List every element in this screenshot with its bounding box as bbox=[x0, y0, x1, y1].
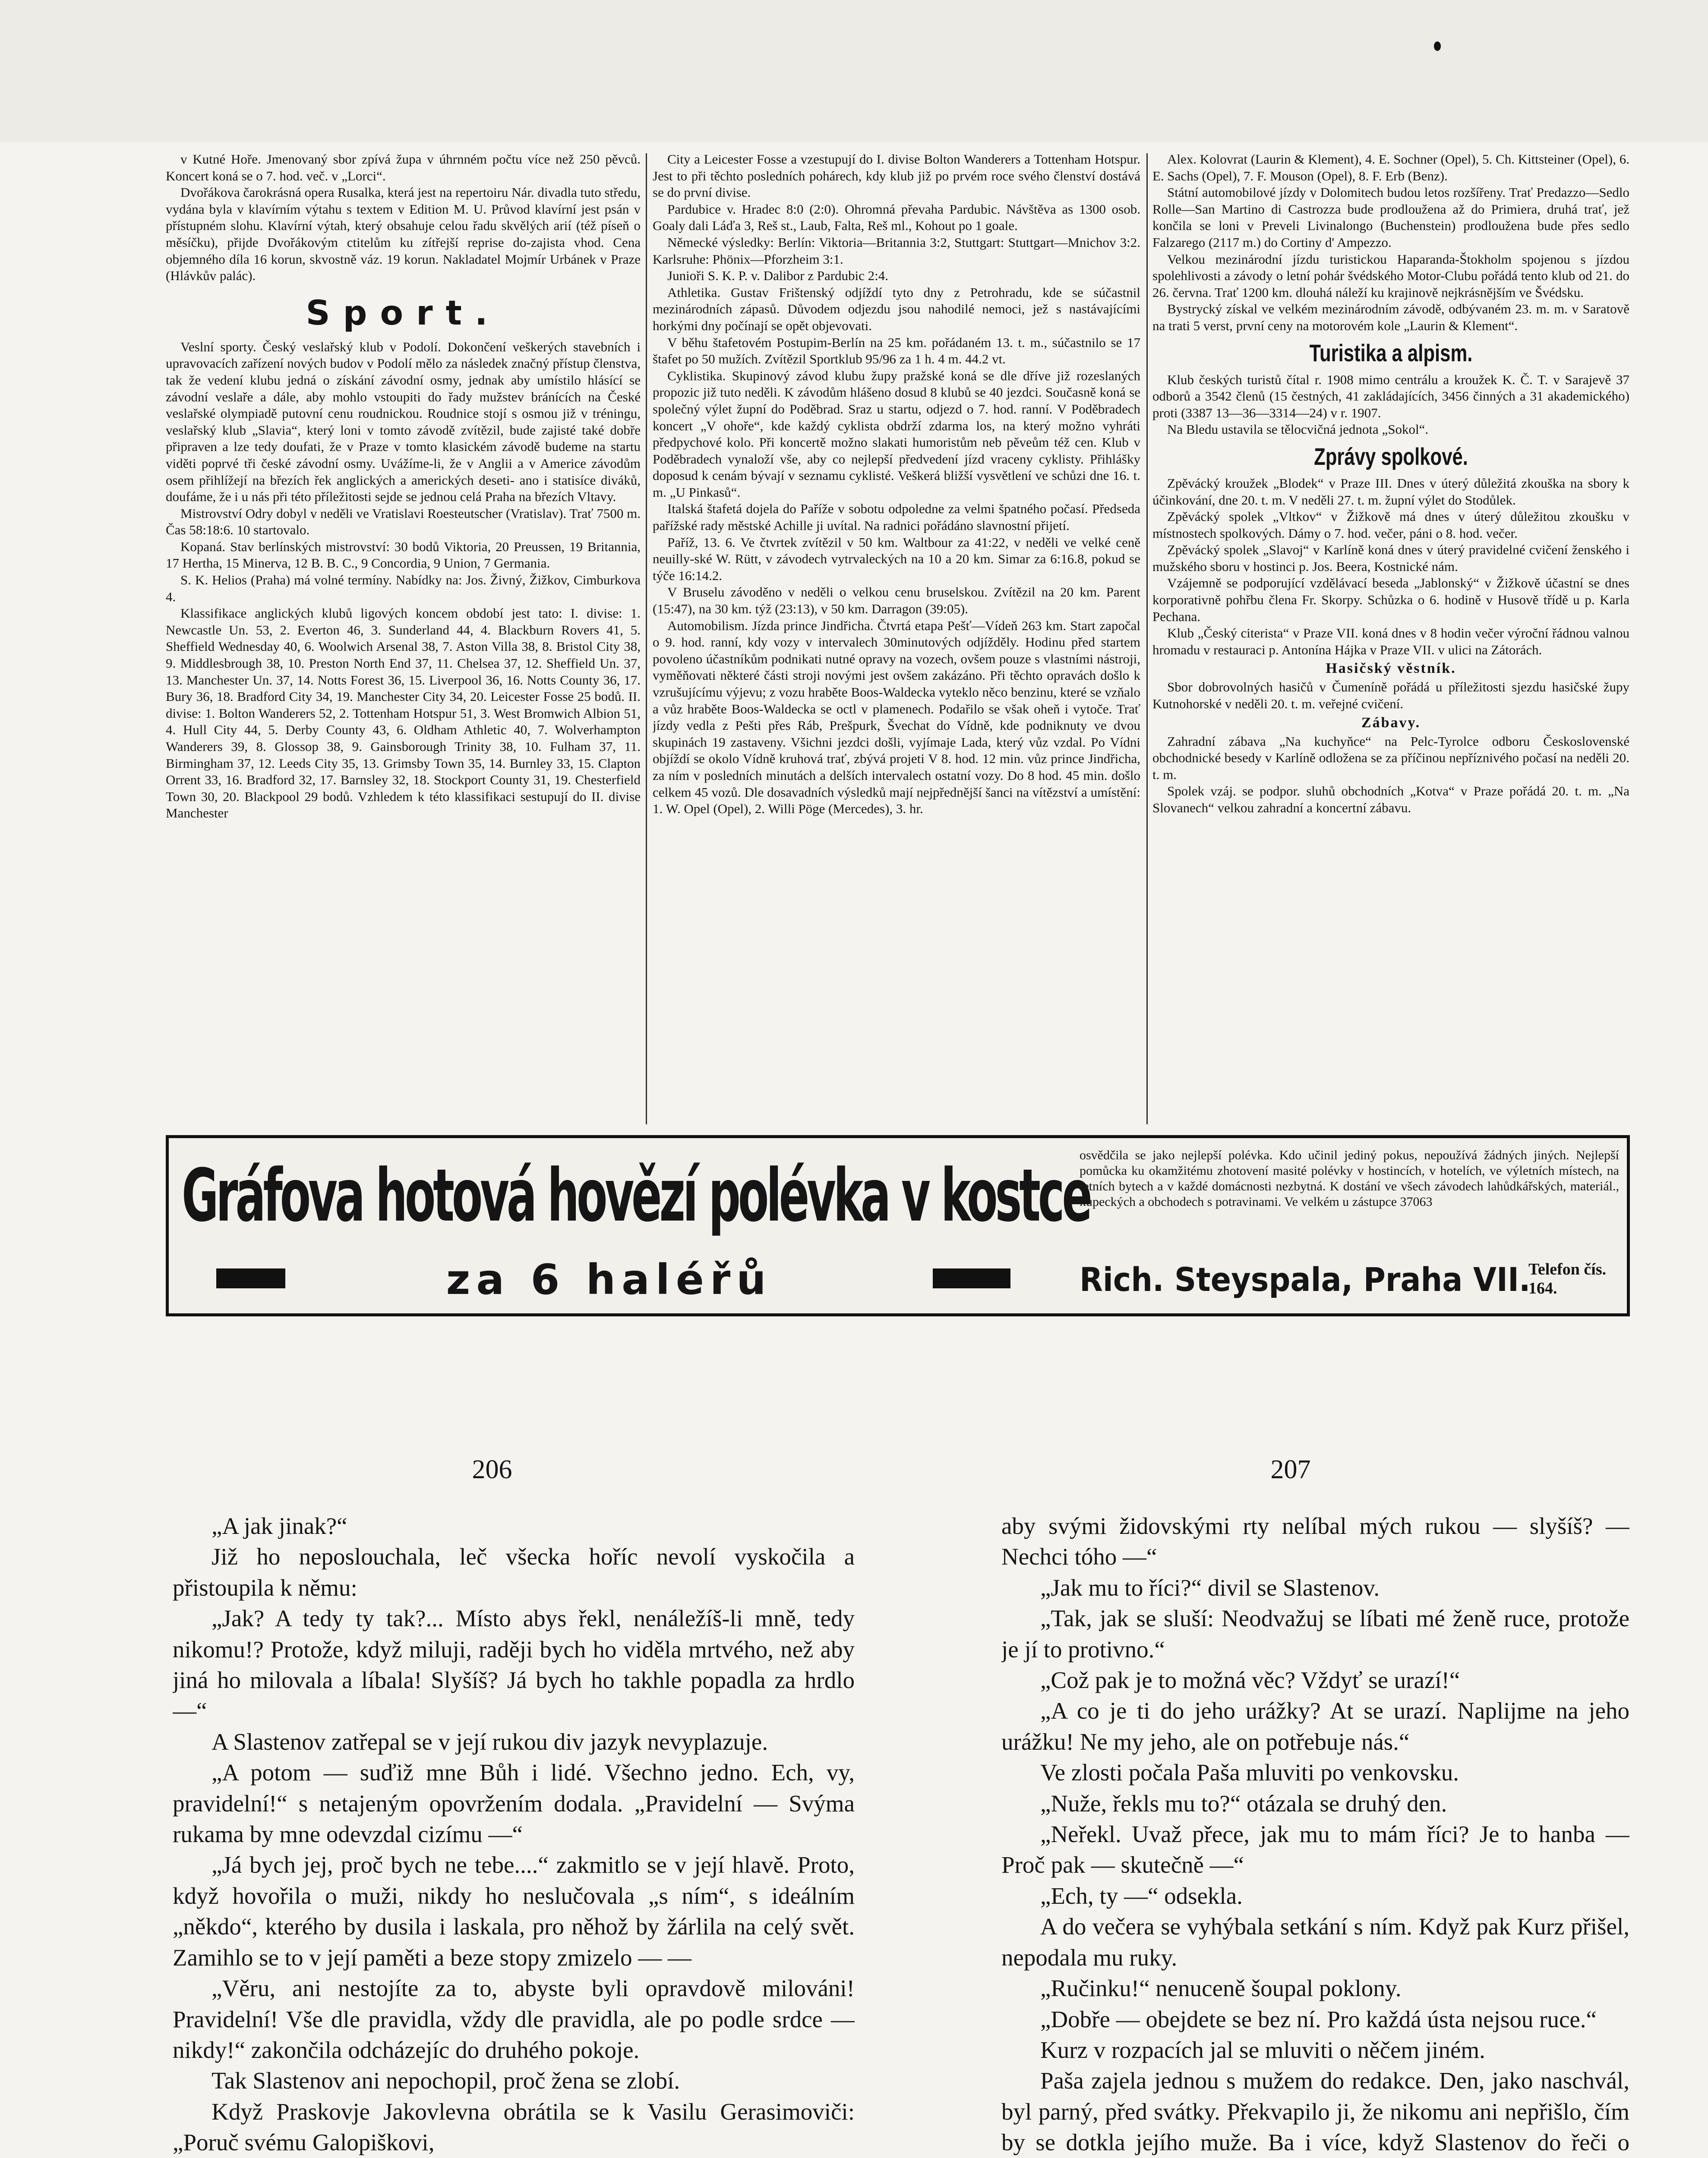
newspaper-column-3 bbox=[1152, 151, 1629, 1122]
book-paragraph: „Jak? A tedy ty tak?... Místo abys řekl, nenáležíš-li mně, tedy nikomu!? Protože, když miluji, raději bych ho viděla mrtvého, než aby jiná ho milovala a líbala! Slyšíš? Já bych ho takhle popadla za hrdlo —“ bbox=[173, 1605, 855, 1724]
advert-price: za 6 haléřů bbox=[446, 1256, 772, 1304]
concert-notice: v Kutné Hoře. Jmenovaný sbor zpívá župa v úhrnném počtu více než 250 pěvců. Koncert koná se o 7. hod. več. v „Lorci“. bbox=[166, 151, 641, 183]
section-title-turistika: Turistika a alpism. bbox=[1309, 339, 1473, 366]
news-item: Sbor dobrovolných hasičů v Čumeníně pořádá u příležitosti sjezdu hasičské župy Kutnohorské v neděli 20. t. m. veřejné cvičení. bbox=[1152, 679, 1629, 712]
column-divider bbox=[646, 153, 647, 1124]
sport-item: Klassifikace anglických klubů ligových koncem období jest tato: I. divise: 1. Newcastle Un. 53, 2. Everton 46, 3. Sunderland 44, 4. Blackburn Rovers 41, 5. Sheffield Wednesday 40, 6. Woolwich Arsenal 38, 7. Aston Villa 38, 8. Bristol City 38, 9. Middlesbrough 38, 10. Preston North End 37, 11. Chelsea 37, 12. Sheffield Un. 37, 13. Manchester Un. 37, 14. Notts Forest 36, 15. Liverpool 36, 16. Notts County 36, 17. Bury 36, 18. Bradford City 34, 19. Manchester City 34, 20. Leicester Fosse 25 bodů. II. divise: 1. Bolton Wanderers 52, 2. Tottenham Hotspur 51, 3. West Bromwich Albion 51, 4. Hull City 44, 5. Derby County 43, 6. Oldham Athletic 40, 7. Wolverhampton Wanderers 39, 8. Glossop 38, 9. Gainsborough Trinity 38, 10. Fulham 37, 11. Birmingham 37, 12. Leeds City 35, 13. Grimsby Town 35, 14. Burnley 33, 15. Clapton Orrent 33, 16. Bradford 32, 17. Barnsley 32, 18. Stockport County 31, 19. Chesterfield Town 30, 20. Blackpool 29 bodů. Vzhledem k této klassifikaci sestupují do II. divise Manchester bbox=[166, 606, 641, 821]
page-number-right: 207 bbox=[1270, 1455, 1311, 1484]
book-paragraph: „Ručinku!“ nenuceně šoupal poklony. bbox=[1040, 1975, 1402, 2002]
news-item: Státní automobilové jízdy v Dolomitech budou letos rozšířeny. Trať Predazzo—Sedlo Rolle—San Martino di Castrozza bude prodloužena až do Primiera, druhá trať, jež končila se loni v Preveli Livinalongo (Buchenstein) prodloužena bude přes sedlo Falzarego (2117 m.) do Cortiny d' Ampezzo. bbox=[1152, 185, 1629, 250]
news-item: Zpěvácký spolek „Vltkov“ v Žižkově má dnes v úterý důležitou zkoušku v místnostech spolkových. Dámy o 7. hod. večer, páni o 8. hod. večer. bbox=[1152, 509, 1629, 541]
advert-phone: Telefon čís. 164. bbox=[1528, 1260, 1607, 1297]
book-paragraph: Když Praskovje Jakovlevna obrátila se k Vasilu Gerasimoviči: „Poruč svému Galopiškovi, bbox=[173, 2098, 855, 2156]
news-item: Junioři S. K. P. v. Dalibor z Pardubic 2:4. bbox=[667, 268, 889, 284]
book-paragraph: aby svými židovskými rty nelíbal mých rukou — slyšíš? — Nechci tóho —“ bbox=[1001, 1513, 1629, 1570]
news-item: City a Leicester Fosse a vzestupují do I. divise Bolton Wanderers a Tottenham Hotspur. Jest to při těchto posledních pohárech, kdy klub již po prvém roce svého členství dostává se do první divise. bbox=[653, 151, 1140, 200]
news-item: Alex. Kolovrat (Laurin & Klement), 4. E. Sochner (Opel), 5. Ch. Kittsteiner (Opel), 6. E. Sachs (Opel), 7. F. Mouson (Opel), 8. F. Erb (Benz). bbox=[1152, 151, 1629, 183]
news-item: Zpěvácký kroužek „Blodek“ v Praze III. Dnes v úterý důležitá zkouška na sbory k účinkování, dne 20. t. m. V neděli 27. t. m. župní výlet do Stodůlek. bbox=[1152, 475, 1629, 508]
book-paragraph: „Ech, ty —“ odsekla. bbox=[1040, 1882, 1243, 1909]
page-number-left: 206 bbox=[472, 1455, 512, 1484]
news-item: Athletika. Gustav Frištenský odjíždí tyto dny z Petrohradu, kde se súčastnil mezinárodních zápasů. Důvodem odjezdu jsou nahodilé nemoci, jež s nastávajícími horkými dny počínají se opět objevovati. bbox=[653, 284, 1140, 333]
book-paragraph: „Což pak je to možná věc? Vždyť se urazí!“ bbox=[1040, 1667, 1460, 1694]
news-item: Na Bledu ustavila se tělocvičná jednota „Sokol“. bbox=[1167, 422, 1429, 437]
paper-top-band bbox=[0, 0, 1708, 142]
news-item: Paříž, 13. 6. Ve čtvrtek zvítězil v 50 km. Waltbour za 41:22, v neděli ve velké ceně neuilly-ské W. Rütt, v závodech vytrvaleckých na 10 a 20 km. Simar za 6:16.8, pokud se týče 16:14.2. bbox=[653, 534, 1140, 583]
sport-item: Kopaná. Stav berlínských mistrovství: 30 bodů Viktoria, 20 Preussen, 19 Britannia, 17 Hertha, 15 Minerva, 12 B. B. C., 9 Concordia, 9 Union, 7 Germania. bbox=[166, 539, 641, 571]
book-paragraph: „Tak, jak se sluší: Neodvažuj se líbati mé ženě ruce, protože je jí to protivno.“ bbox=[1001, 1605, 1629, 1663]
newspaper-column-1 bbox=[166, 151, 641, 1122]
news-item: Zpěvácký spolek „Slavoj“ v Karlíně koná dnes v úterý pravidelné cvičení ženského i mužského sboru v hostinci p. Jos. Beera, Kostnické nám. bbox=[1152, 542, 1629, 574]
section-title-hasicsky-vestnik: Hasičský věstník. bbox=[1326, 660, 1456, 677]
book-paragraph: Kurz v rozpacích jal se mluviti o něčem jiném. bbox=[1040, 2036, 1485, 2063]
section-title-zabavy: Zábavy. bbox=[1361, 714, 1421, 731]
book-paragraph: Tak Slastenov ani nepochopil, proč žena se zlobí. bbox=[212, 2067, 680, 2094]
book-paragraph: „Nuže, řekls mu to?“ otázala se druhý den. bbox=[1040, 1790, 1447, 1817]
news-item: Pardubice v. Hradec 8:0 (2:0). Ohromná převaha Pardubic. Návštěva as 1300 osob. Goaly dali Láďa 3, Reš st., Laub, Falta, Reš ml., Kohout po 1 goale. bbox=[653, 201, 1140, 233]
advert-decorative-bar bbox=[933, 1268, 1010, 1288]
book-paragraph: „Neřekl. Uvaž přece, jak mu to mám říci? Je to hanba — Proč pak — skutečně —“ bbox=[1001, 1821, 1629, 1878]
sport-item: Mistrovství Odry dobyl v neděli ve Vratislavi Roesteutscher (Vratislav). Trať 7500 m. Čas 58:18:6. 10 startovalo. bbox=[166, 505, 641, 538]
book-paragraph: Paša zajela jednou s mužem do redakce. Den, jako naschvál, byl parný, před svátky. Překvapilo ji, že nikomu ani nepřišlo, čím by se dotkla jejího muže. Ba i více, když Slastenov do řeči o bbox=[1001, 2067, 1629, 2156]
news-item: V běhu štafetovém Postupim-Berlín na 25 km. pořádaném 13. t. m., súčastnilo se 17 štafet po 50 mužích. Zvítězil Sportklub 95/96 za 1 h. 4 m. 44.2 vt. bbox=[653, 334, 1140, 367]
book-paragraph: „A potom — suďiž mne Bůh i lidé. Všechno jedno. Ech, vy, pravidelní!“ s netajeným opovržením dodala. „Pravidelní — Svýma rukama by mne odevzdal cizímu —“ bbox=[173, 1759, 855, 1848]
news-item: Cyklistika. Skupinový závod klubu župy pražské koná se dle dříve již rozeslaných propozic již tuto neděli. K závodům hlášeno dosud 8 klubů se 40 jezdci. Současně koná se společný výlet župní do Poděbrad. Sraz u startu, odjezd o 7. hod. ranní. V Poděbradech koncert „V ohoře“, kde každý cyklista obdrží zdarma los, na který možno vyhráti předpychové kolo. Při koncertě možno slakati humoristům neb pěveům též cen. Klub v Poděbradech vynaloží vše, aby co nejlepší předvedení jízd vraceny cyklisty. Přihlášky doposud k cenám bývají v seznamu cyklisté. Veškerá bližší vysvětlení ve schůzi dne 16. t. m. „U Pinkasů“. bbox=[653, 368, 1140, 500]
section-title-zpravy-spolkove: Zprávy spolkové. bbox=[1314, 442, 1468, 470]
book-paragraph: „Jak mu to říci?“ divil se Slastenov. bbox=[1040, 1574, 1380, 1601]
news-item: Automobilism. Jízda prince Jindřicha. Čtvrtá etapa Pešť—Vídeň 263 km. Start započal o 9. hod. ranní, kdy vozy v intervalech 30minutových odjížděly. Hodinu před startem povoleno účastníkům podnikati nutné opravy na vozech, ovšem pouze s vlastními nástroji, vyměňovati některé části stroji novými jest ovšem zakázáno. Při těchto opravách došlo k vzrušujícímu výjevu; z vozu hraběte Boos-Waldecka vyteklo něco benzinu, které se vzňalo a vůz hraběte Boos-Waldecka se octl v plamenech. Podařilo se však oheň i vytoče. Trať jízdy vedla z Pešti přes Ráb, Prešpurk, Švechat do Vídně, kde podniknuty ve dvou skupinách 19 zastaveny. Všichni jezdci došli, vyjímaje Lada, který vůz vzdal. Po Vídni objíždí se okolo Vídně kruhová trať, zbývá projeti V 8. hod. 12 min. vůz prince Jindřicha, za ním v posledních minutách a delších intervalech ostatní vozy. Do 8 hod. 45 min. došlo celkem 45 vozů. Dle dosavadních výsledků mají nejpřednější šanci na vítězství a umístění: 1. W. Opel (Opel), 2. Willi Pöge (Mercedes), 3. hr. bbox=[653, 618, 1140, 817]
news-item: Zahradní zábava „Na kuchyňce“ na Pelc-Tyrolce odboru Československé obchodnické besedy v Karlíně odložena se za příčinou nepříznivého počasí na neděli 20. t. m. bbox=[1152, 733, 1629, 782]
book-paragraph: „A co je ti do jeho urážky? At se urazí. Naplijme na jeho urážku! Ne my jeho, ale on potřebuje nás.“ bbox=[1001, 1697, 1629, 1755]
advert-maker: Rich. Steyspala, Praha VII. bbox=[1080, 1260, 1531, 1299]
news-item: V Bruselu závoděno v neděli o velkou cenu bruselskou. Zvítězil na 20 km. Parent (15:47), na 30 km. týž (23:13), v 50 km. Darragon (39:05). bbox=[653, 584, 1140, 617]
book-paragraph: „Dobře — obejdete se bez ní. Pro každá ústa nejsou ruce.“ bbox=[1040, 2006, 1597, 2032]
news-item: Bystrycký získal ve velkém mezinárodním závodě, odbývaném 23. m. m. v Saratově na trati 5 verst, první ceny na motorovém kole „Laurin & Klement“. bbox=[1152, 301, 1629, 333]
sport-item: Veslní sporty. Český veslařský klub v Podolí. Dokončení veškerých stavebních i upravovacích zařízení nových budov v Podolí mělo za následek značný přístup členstva, tak že vedení klubu jedná o získání závodní osmy, jednak aby umístilo hlásící se závodní veslaře a dále, aby mohlo vstoupiti do řady mužstev bránících na České veslařské olympiadě putovní cenu roudnickou. Roudnice stojí s osmou již v tréningu, veslařský klub „Slavia“, který loni v tomto závodě zvítězil, bude zajisté také dobře připraven a lze tedy doufati, že v Praze v tomto klasickém závodě budeme na startu viděti poprvé tři české závodní osmy. Uvážíme-li, že v Anglii a v Americe závodům osem přihlížejí na březích řek anglických a amerických deseti- ano i statisíce diváků, doufáme, že i u nás při této příležitosti sejde se jednou celá Praha na březích Vltavy. bbox=[166, 339, 641, 505]
column-divider bbox=[1146, 153, 1148, 1124]
sport-item: S. K. Helios (Praha) má volné termíny. Nabídky na: Jos. Živný, Žižkov, Cimburkova 4. bbox=[166, 572, 641, 604]
section-title-sport: Sport. bbox=[306, 293, 501, 333]
book-page-right bbox=[1001, 1511, 1629, 2158]
book-paragraph: A Slastenov zatřepal se v její rukou div jazyk nevyplazuje. bbox=[212, 1728, 768, 1755]
book-paragraph: A do večera se vyhýbala setkání s ním. Když pak Kurz přišel, nepodala mu ruky. bbox=[1001, 1913, 1629, 1971]
news-item: Vzájemně se podporující vzdělávací beseda „Jablonský“ v Žižkově účastní se dnes korporativně pohřbu člena Fr. Skorpy. Schůzka o 6. hodině v Husově třídě u p. Karla Pechana. bbox=[1152, 575, 1629, 624]
book-paragraph: „Věru, ani nestojíte za to, abyste byli opravdově milováni! Pravidelní! Vše dle pravidla, vždy dle pravidla, ale po podle srdce — nikdy!“ zakončila odcházejíc do druhého pokoje. bbox=[173, 1975, 855, 2063]
book-paragraph: „Já bych jej, proč bych ne tebe....“ zakmitlo se v její hlavě. Proto, když hovořila o muži, nikdy ho neslučovala „s ním“, s ideálním „někdo“, kterého by dusila i laskala, pro něhož by žárlila na celý svět. Zamihlo se to v její paměti a beze stopy zmizelo — — bbox=[173, 1852, 855, 1971]
news-item: Klub „Český citerista“ v Praze VII. koná dnes v 8 hodin večer výroční řádnou valnou hromadu v restauraci p. Antonína Hájka v Praze VII. v ulici na Zátorách. bbox=[1152, 625, 1629, 657]
news-item: Velkou mezinárodní jízdu turistickou Haparanda-Štokholm spojenou s jízdou spolehlivosti a závody o letní pohár švédského Motor-Clubu pořádá tento klub od 21. do 26. června. Trať 1200 km. dlouhá náleží ku krajinově nejkrásnějším ve Švédsku. bbox=[1152, 251, 1629, 300]
newspaper-column-2 bbox=[653, 151, 1140, 1122]
news-item: Spolek vzáj. se podpor. sluhů obchodních „Kotva“ v Praze pořádá 20. t. m. „Na Slovanech“ velkou zahradní a koncertní zábavu. bbox=[1152, 783, 1629, 815]
advert-description: osvědčila se jako nejlepší polévka. Kdo učinil jediný pokus, nepoužívá žádných jiných. Nejlepší pomůcka ku okamžitému zhotovení masité polévky v hostincích, v hotelích, ve výletních místech, na letních bytech a v každé domácnosti nezbytná. K dostání ve všech závodech lahůdkářských, materiál., kupeckých a obchodech s potravinami. Ve velkém u zástupce 37063 bbox=[1080, 1148, 1619, 1209]
book-paragraph: Již ho neposlouchala, leč všecka hoříc nevolí vyskočila a přistoupila k němu: bbox=[173, 1543, 855, 1601]
advert-decorative-bar bbox=[216, 1268, 285, 1288]
book-paragraph: „A jak jinak?“ bbox=[212, 1513, 347, 1539]
soup-advertisement bbox=[166, 1135, 1630, 1316]
news-item: Klub českých turistů čítal r. 1908 mimo centrálu a kroužek K. Č. T. v Sarajevě 37 odborů a 3542 členů (15 čestných, 41 zakládajících, 3456 činných a 31 akademického) proti (3387 13—36—3314—24) v r. 1907. bbox=[1152, 372, 1629, 420]
news-item: Italská štafetá dojela do Paříže v sobotu odpoledne za velmi špatného počasí. Předseda pařížské rady městské Achille ji uvítal. Na radnici pořádáno slavnostní přijetí. bbox=[653, 501, 1140, 533]
book-paragraph: Ve zlosti počala Paša mluviti po venkovsku. bbox=[1040, 1759, 1459, 1786]
book-page-left bbox=[173, 1511, 855, 2158]
news-item: Německé výsledky: Berlín: Viktoria—Britannia 3:2, Stuttgart: Stuttgart—Mnichov 3:2. Karlsruhe: Phönix—Pforzheim 3:1. bbox=[653, 234, 1140, 267]
dvorak-rusalka-notice: Dvořákova čarokrásná opera Rusalka, která jest na repertoiru Nár. divadla tuto středu, vydána byla v klavírním výtahu s textem v Edition M. U. Průvod klavírní jest psán v přístupném slohu. Klavírní výtah, který obsahuje celou řadu skvělých arií (též píseň o měsíčku), přijde Dvořákovým ctitelům ku zítřejší reprise do-zajista vhod. Cena objemného díla 16 korun, skvostně váz. 19 korun. Nakladatel Mojmír Urbánek v Praze (Hlávkův palác). bbox=[166, 185, 641, 284]
advert-brand-headline: Gráfova hotová hovězí polévka v kostce bbox=[182, 1153, 1090, 1238]
scan-speck-icon bbox=[1434, 41, 1441, 51]
